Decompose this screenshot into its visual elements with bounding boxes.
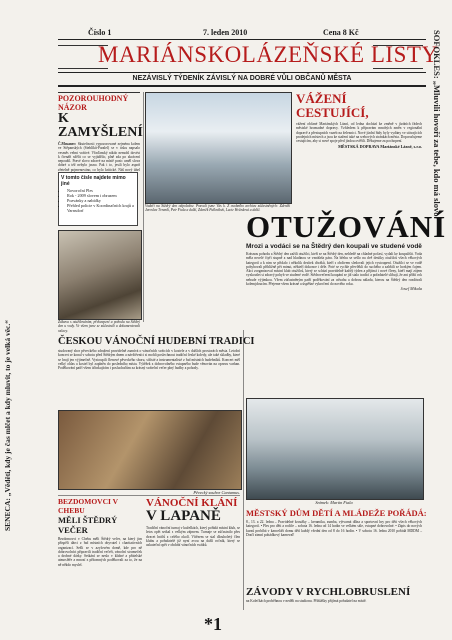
photo-snowman-caption: Snímek: Martin Fiala xyxy=(315,500,353,505)
travel-signature: MĚSTSKÁ DOPRAVA Mariánské Lázně, s.r.o. xyxy=(338,144,422,150)
newspaper-tagline: NEZÁVISLÝ TÝDENÍK ZÁVISLÝ NA DOBRÉ VŮLI OBČANŮ MĚSTA xyxy=(132,75,352,82)
left-article-headline: K ZAMYŠLENÍ xyxy=(58,111,143,140)
contents-item: • Rok - 2009 slovem i obrazem xyxy=(67,193,135,198)
column-rule xyxy=(243,330,244,610)
skating-article xyxy=(246,586,422,603)
main-article-headline: OTUŽOVÁNÍ xyxy=(246,209,447,244)
contents-item: • Novoroční Ples xyxy=(67,188,135,193)
photo-caption-top: Vodaři na Štědrý den odpoledne. Pozvali jsme Vás k. Z osobního archivu zúčastněných: Zdeněk Jaroslav Tvrzník, Petr Fiala a další, Zdeněk Pulkrábek, Lucie Hvězdová a další. xyxy=(145,204,290,213)
issue-price: Cena 8 Kč xyxy=(323,28,359,37)
homeless-article xyxy=(58,497,142,567)
quote-left-text: SENECA: „Věděti, kdy je čas mlčet a kdy mluvit, to je velká věc.“ xyxy=(3,320,12,532)
page-number: *1 xyxy=(204,614,222,634)
issue-number: Číslo 1 xyxy=(88,28,112,37)
kuzelky-kicker: VÁNOČNÍ KLÁNÍ xyxy=(146,497,238,509)
travel-body: vážení občané Mariánských Lázní, od ledna dochází ke změně v jízdních řádech městské hromadné dopravy. Vzhledem k přípravám mnohých změn v regionální dopravě a přestupních vazeb na železnici. Nové jízdní řády byly vydány ve stávajících prodejních místech a jsou ke stažení také na webových stránkách města. Doporučujeme cestujícím, aby si nové spoje před jízdou ověřili. Děkujeme za pochopení. xyxy=(296,122,422,144)
column-rule xyxy=(58,495,240,496)
left-article xyxy=(58,92,143,176)
vertical-quote-right xyxy=(431,30,447,310)
photo-choir xyxy=(58,410,242,490)
travel-notice xyxy=(296,92,422,149)
school-headline: MĚSTSKÝ DŮM DĚTÍ A MLÁDEŽE POŘÁDÁ: xyxy=(246,508,427,518)
kuzelky-body: Tradiční vánoční turnaj v kuželkách, který pořádá místní klub, se letos opět setkal s velkým zájmem. Turnaje se zúčastnilo přes dvacet hráčů z celého okolí. Vítězem se stal dlouholetý člen klubu a pořadatelé již nyní zvou na další ročník, který se uskuteční opět v období vánočních svátků. xyxy=(146,526,240,548)
photo-group xyxy=(58,230,142,320)
vertical-quote-left xyxy=(3,320,17,620)
main-article-subhead: Mrozi a vodáci se na Štědrý den koupali ve studené vodě xyxy=(246,243,422,250)
contents-item: • Pozvánky a nabídky xyxy=(67,198,135,203)
homeless-headline: MĚLI ŠTĚDRÝ VEČER xyxy=(58,515,118,535)
masthead-rule-3 xyxy=(58,85,426,87)
main-article-signature: Josef Mikula xyxy=(400,286,422,292)
contents-title: V tomto čísle najdete mimo jiné xyxy=(61,175,126,187)
newspaper-title: MARIÁNSKOLÁZEŇSKÉ LISTY xyxy=(98,42,439,67)
photo-swimmers-top xyxy=(145,92,292,204)
contents-box xyxy=(58,172,138,226)
contents-list xyxy=(67,188,135,213)
masthead-rule-top xyxy=(58,39,426,40)
kuzelky-headline: V LAPANĚ xyxy=(146,508,221,524)
issue-date: 7. leden 2010 xyxy=(203,28,248,37)
skating-headline: ZÁVODY V RYCHLOBRUSLENÍ xyxy=(246,586,411,598)
homeless-body: Bezdomovci v Chebu měli Štědrý večer, na který jim přispěli dárci z řad místních obyvatel i charitativních organizací. Sešli se v azylovém domě, kde pro ně dobrovolníci připravili tradiční večeři, vánoční stromeček a drobné dárky. Setkání se neslo v klidné a přátelské atmosféře a mnozí z přítomných poděkovali za to, že na ně někdo myslel. xyxy=(58,537,142,567)
main-article-body: Krásnou pohodu a Štědrý den zažili otužilci, kteří se na Štědrý den, nehledě na chladné počasí, vydali ke koupališti. Voda měla necelé čtyři stupně a nad hladinou se vznášela pára. Na břehu se sešlo na dvě desítky otužilců všech věkových kategorií a k nim se přidalo i několik desítek diváků, kteří s obdivem sledovali jejich vystoupení. Otužilci se ve vodě pohybovali přibližně pět minut, někteří dokonce i déle. Poté se rychle převlékli do suchého a zahřáli se horkým čajem. Akci zorganizoval místní klub otužilců, který se schází pravidelně každý týden a přijímá i nové členy, kteří mají zájem vyzkoušet si zdravý pohyb ve studené vodě. Štědrovečerní koupání se již stalo tradicí a pořadatelé slibují, že ani příští rok nebude výjimkou. Všem zúčastněným patří poděkování za odvahu a dobrou náladu, kterou na Štědrý den rozdávali kolemjdoucím. Přejeme všem krásné a úspěšné vykročení do nového roku. xyxy=(246,252,422,287)
left-article-body: Skutečnosti vypozorované zejména kolem ve Stěpanských (Stehlíků-Paralel) se v tisku napsalo vesměs velmi vrátivé. Vřaďanský nikdo nemohl dovést k čtenáři sdělit co se vyjádřilo, plně zda po zkrácení nepoužil. Pravé slovo zdravé na místě pozic uměl slova dobré a též nebylo jasno. Pak i to, jestli bylo aspoň zřetelně pojmenováno, co bylo kritické. Náš nový úhel xyxy=(58,142,140,172)
kuzelky-article xyxy=(146,497,240,547)
concert-body: studovaný sbor pěveckého sdružení pravidelně zaznívá o vánočních svátcích v kostele a v dalších prostorách města. Letošní koncert se konal v sobotu před Štědrým dnem a návštěvníci si mohli poslechnout tradiční české koledy, ale také skladby, které se hrají jen výjimečně. Vystoupili členové pěveckého sboru, sólisté a instrumentalisté z řad místních hudebníků. Koncert měl velký ohlas a kostel byl zaplněn do posledního místa. Výtěžek z dobrovolného vstupného bude věnován na opravu varhan. Poděkování patří všem účinkujícím i posluchačům za krásný sváteční večer plný hudby a pohody. xyxy=(58,349,240,371)
concert-headline: ČESKOU VÁNOČNÍ HUDEBNÍ TRADICI xyxy=(58,336,255,347)
photo-snowman xyxy=(246,398,424,500)
school-body: 8., 13. a 22. ledna – Pravidelné kroužky – keramika, zumba, výtvarná dílna a sportovní hry pro děti všech věkových kategorií. • Ples pro děti a rodiče – sobota 16. ledna od 14 hodin ve velkém sále, vstupné dobrovolné. • Zápis do nových kurzů probíhá v kanceláři domu dětí každý všední den od 8 do 16 hodin. • V sobotu 16. ledna 2010 pořádá MDDM – Dračí zimní pohádkový karneval! xyxy=(246,520,422,537)
masthead-bar xyxy=(18,28,439,102)
homeless-kicker: BEZDOMOVCI V CHEBU xyxy=(58,497,118,515)
skating-body: na Kolečkách proběhnou v neděli na stadionu. Přihlášky přijímá pořadatel na místě. xyxy=(246,599,367,603)
masthead-rule-bottom xyxy=(58,72,426,73)
school-article xyxy=(246,508,427,537)
column-rule xyxy=(143,92,144,322)
photo-choir-caption: Pěvecký soubor Cantamus. xyxy=(193,490,240,495)
concert-article xyxy=(58,336,255,371)
left-article-kicker: POZOROUHODNÝ NÁZOR xyxy=(58,92,140,112)
left-article-lead: Č.Mosanec: xyxy=(58,142,77,146)
photo-caption-mid: Zábava s otužilováním, překvapení a pohoda na Štědrý den u vody. Ve všem jsme se zúčastnili a dokumentovali oslavy. xyxy=(58,320,140,333)
contents-item: • Přehled policie v Koordinačních krajů a Varnsdorf xyxy=(67,203,135,213)
main-article xyxy=(246,209,447,292)
quote-right-text: SOFOKLES: „Mluvili hovoří za tebe, kdo má slovo.“ xyxy=(432,30,442,223)
travel-headline: VÁŽENÍ CESTUJÍCÍ, xyxy=(296,91,369,120)
